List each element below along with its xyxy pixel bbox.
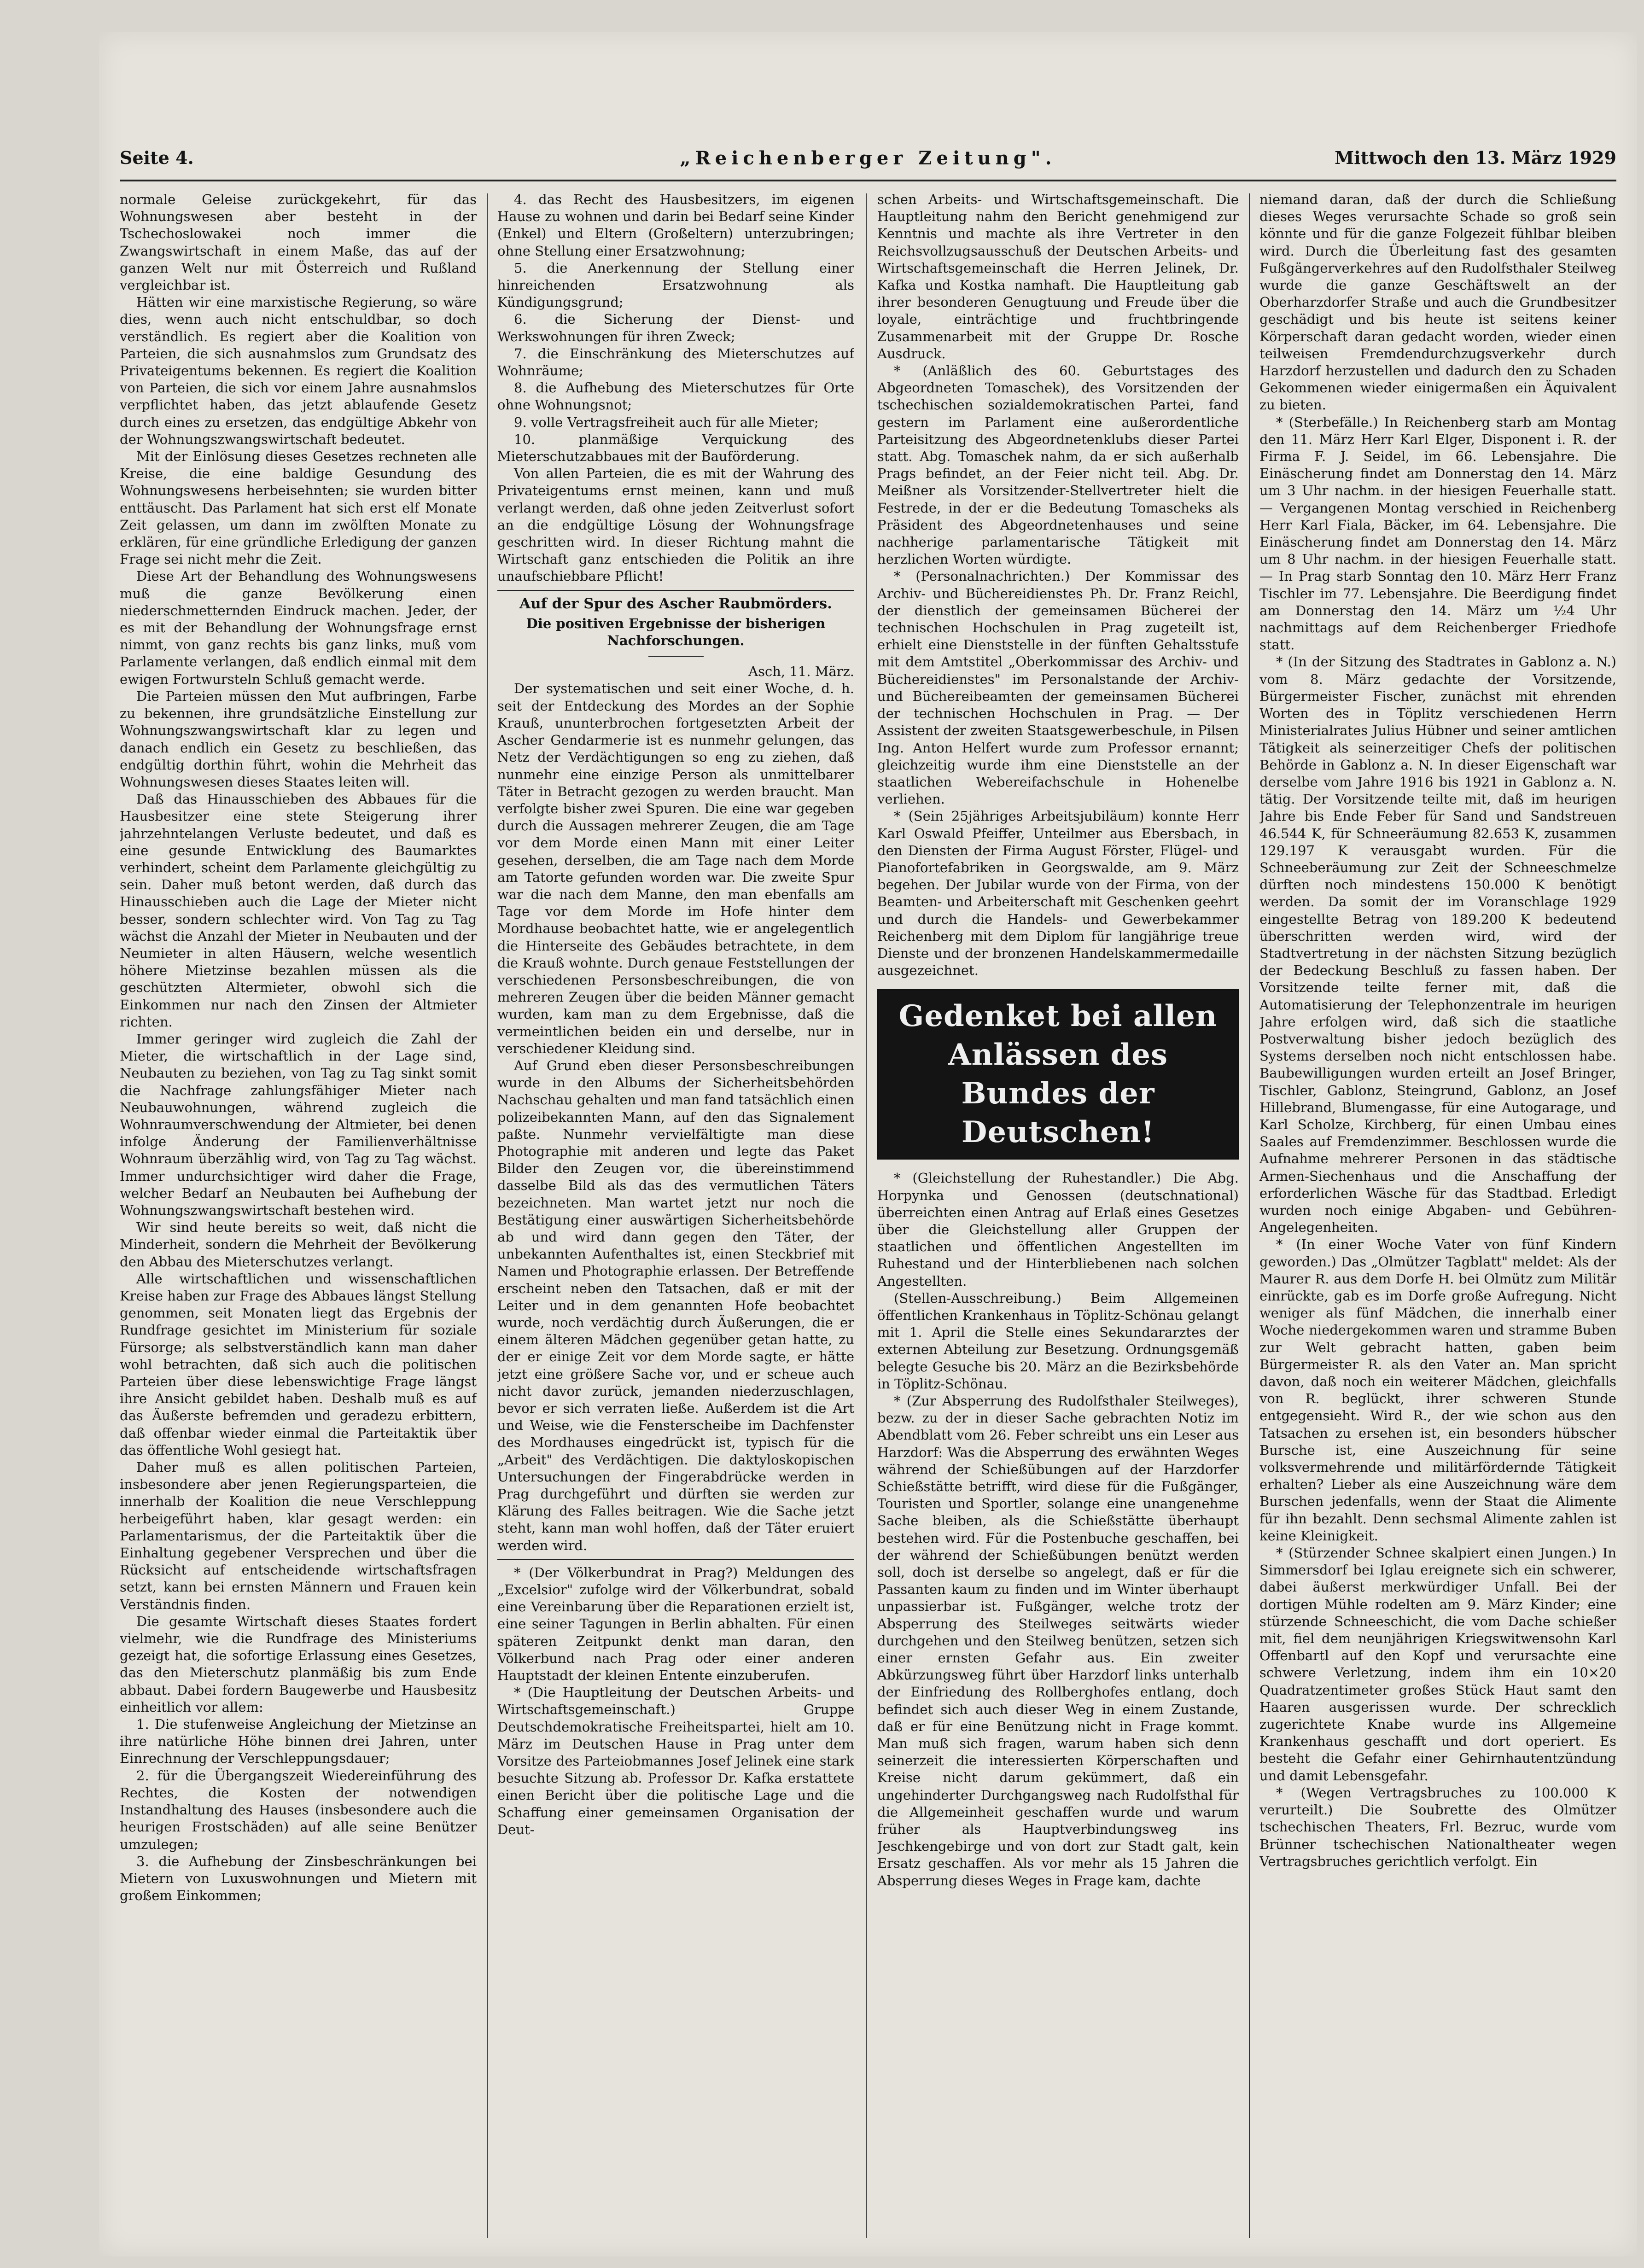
page-number: Seite 4.: [120, 147, 194, 168]
column-divider: [866, 193, 867, 2238]
header-rule: [120, 180, 1616, 184]
article-paragraph: Diese Art der Behandlung des Wohnungswesens muß die ganze Bevölkerung einen niederschmetternden Eindruck machen. Jeder, der es mit der Behandlung der Wohnungsfrage ernst nimmt, von ganz rechts bis ganz links, muß vom Parlamente verlangen, daß endlich einmal mit dem ewigen Fortwursteln Schluß gemacht werde.: [120, 568, 477, 687]
article-paragraph: normale Geleise zurückgekehrt, für das Wohnungswesen aber besteht in der Tschechoslowakei noch immer die Zwangswirtschaft in einem Maße, das auf der ganzen Welt nur mit Österreich und Rußland vergleichbar ist.: [120, 192, 477, 293]
list-item: 3. die Aufhebung der Zinsbeschränkungen bei Mietern von Luxuswohnungen und Mietern mit großem Einkommen;: [120, 1853, 477, 1904]
news-note: schen Arbeits- und Wirtschaftsgemeinschaft. Die Hauptleitung nahm den Bericht genehmigend zur Kenntnis und machte als ihre Vertreter in den Reichsvollzugsausschuß der Deutschen Arbeits- und Wirtschaftsgemeinschaft die Herren Jelinek, Dr. Kafka und Kostka namhaft. Die Hauptleitung gab ihrer besonderen Genugtuung und Freude über die loyale, einträchtige und fruchtbringende Zusammenarbeit mit der Gruppe Dr. Rosche Ausdruck.: [877, 192, 1239, 361]
news-note: * (In der Sitzung des Stadtrates in Gablonz a. N.) vom 8. März gedachte der Vorsitzende, Bürgermeister Fischer, zunächst mit ehrenden Worten des in Töplitz verschiedenen Herrn Ministerialrates Julius Hübner und seiner amtlichen Tätigkeit als seinerzeitiger Chefs der politischen Behörde in Gablonz a. N. In dieser Eigenschaft war derselbe vom Jahre 1916 bis 1921 in Gablonz a. N. tätig. Der Vorsitzende teilte mit, daß im heurigen Jahre bis Ende Feber für Sand und Sandstreuen 46.544 K, für Schneeräumung 82.653 K, zusammen 129.197 K verausgabt wurden. Für die Schneeberäumung zur Zeit der Schneeschmelze dürften noch mindestens 150.000 K benötigt werden. Da somit der im Voranschlage 1929 eingestellte Betrag von 189.200 K bedeutend überschritten werden wird, wird der Stadtvertretung in der nächsten Sitzung bezüglich der Bedeckung Beschluß zu fassen haben. Der Vorsitzende teilte ferner mit, daß die Automatisierung der Telephonzentrale im heurigen Jahre erfolgen wird, daß sich die staatliche Postverwaltung bisher jedoch bezüglich des Systems derselben noch nicht entschlossen habe. Baubewilligungen wurden erteilt an Josef Bringer, Tischler, Gablonz, Steingrund, Gablonz, an Josef Hillebrand, Blumengasse, für eine Autogarage, und Karl Scholze, Kirchberg, für einen Umbau eines Saales auf Fremdenzimmer. Beschlossen wurde die Aufnahme mehrerer Personen in das städtische Armen-Siechenhaus und die Anschaffung der erforderlichen Wäsche für das Stadtbad. Erledigt wurden noch einige Abgaben- und Gebühren-Angelegenheiten.: [1259, 654, 1616, 1236]
section-rule: [497, 590, 854, 591]
news-note: * (Sein 25jähriges Arbeitsjubiläum) konnte Herr Karl Oswald Pfeiffer, Unteilmer aus Ebersbach, in den Diensten der Firma August Förster, Flügel- und Pianofortefabriken in Georgswalde, am 9. März begehen. Der Jubilar wurde von der Firma, von der Beamten- und Arbeiterschaft mit Geschenken geehrt und durch die Handels- und Gewerbekammer Reichenberg mit dem Diplom für langjährige treue Dienste und der bronzenen Handelskammermedaille ausgezeichnet.: [877, 808, 1239, 979]
list-item: 5. die Anerkennung der Stellung einer hinreichenden Ersatzwohnung als Kündigungsgrund;: [497, 260, 854, 310]
article-paragraph: Daher muß es allen politischen Parteien, insbesondere aber jenen Regierungsparteien, die innerhalb der Koalition die neue Verschleppung herbeigeführt haben, klar gesagt werden: ein Parlamentarismus, der die Parteitaktik über die Einhaltung gegebener Versprechen und über die Rücksicht auf entscheidende wirtschaftsfragen setzt, kann bei ernsten Männern und Frauen kein Verständnis finden.: [120, 1459, 477, 1612]
article-paragraph: Immer geringer wird zugleich die Zahl der Mieter, die wirtschaftlich in der Lage sind, Neubauten zu beziehen, von Tag zu Tag sinkt somit die Nachfrage zahlungsfähiger Mieter nach Neubauwohnungen, während zugleich die Wohnraumverschwendung der Altmieter, bei denen infolge Änderung der Familienverhältnisse Wohnraum überzählig wird, von Tag zu Tag wächst. Immer undurchsichtiger wird daher die Frage, welcher Bedarf an Neubauten bei Aufhebung der Wohnungszwangswirtschaft bestehen wird.: [120, 1031, 477, 1218]
list-item: 6. die Sicherung der Dienst- und Werkswohnungen für ihren Zweck;: [497, 311, 854, 344]
column-2: [497, 191, 854, 2245]
news-note: * (Anläßlich des 60. Geburtstages des Abgeordneten Tomaschek), des Vorsitzenden der tschechischen sozialdemokratischen Partei, fand gestern im Parlament eine außerordentliche Parteisitzung des Abgeordnetenklubs dieser Partei statt. Abg. Tomaschek nahm, da er sich außerhalb Prags befindet, an der Feier nicht teil. Abg. Dr. Meißner als Vorsitzender-Stellvertreter hielt die Festrede, in der er die Bedeutung Tomascheks als Präsident des Abgeordnetenhauses und seine nachherige parlamentarische Tätigkeit mit herzlichen Worten würdigte.: [877, 363, 1239, 567]
article-paragraph: Auf Grund eben dieser Personsbeschreibungen wurde in den Albums der Sicherheitsbehörden Nachschau gehalten und man fand tatsächlich einen polizeibekannten Mann, auf den das Signalement paßte. Nunmehr vervielfältigte man diese Photographie mit anderen und legte das Paket Bilder den Zeugen vor, die übereinstimmend dasselbe Bild als das des vermutlichen Täters bezeichneten. Man wartet jetzt nur noch die Bestätigung einer auswärtigen Sicherheitsbehörde ab und wird dann gegen den Täter, der unbekannten Aufenthaltes ist, einen Steckbrief mit Namen und Photographie erlassen. Der Betreffende erscheint neben den Tatsachen, daß er mit der Leiter und in dem genannten Hofe beobachtet wurde, noch verdächtig durch Äußerungen, die er einem älteren Mädchen gegenüber getan hatte, zu der er einige Zeit vor dem Morde sagte, er hätte jetzt eine größere Sache vor, und er scheue auch nicht davor zurück, jemanden niederzuschlagen, bevor er sich verraten ließe. Außerdem ist die Art und Weise, wie die Fensterscheibe im Dachfenster des Mordhauses eingedrückt ist, typisch für die „Arbeit" des Verdächtigen. Die daktyloskopischen Untersuchungen der Fingerabdrücke werden in Prag durchgeführt und dürften sie werden zur Klärung des Falles beitragen. Wie die Sache jetzt steht, kann man wohl hoffen, daß der Täter eruiert werden wird.: [497, 1057, 854, 1553]
list-item: 10. planmäßige Verquickung des Mieterschutzabbaues mit der Bauförderung.: [497, 431, 854, 465]
column-divider: [1249, 193, 1250, 2238]
news-note: * (Wegen Vertragsbruches zu 100.000 K verurteilt.) Die Soubrette des Olmützer tschechischen Theaters, Frl. Bezruc, wurde vom Brünner tschechischen Nationaltheater wegen Vertragsbruches gerichtlich verfolgt. Ein: [1259, 1784, 1616, 1869]
article-headline: Auf der Spur des Ascher Raubmörders.: [519, 595, 832, 612]
article-paragraph: Die Parteien müssen den Mut aufbringen, Farbe zu bekennen, ihre grundsätzliche Einstellung zur Wohnungszwangswirtschaft klar zu legen und danach endlich ein Gesetz zu beschließen, das endgültig dorthin führt, wohin die Mehrheit das Wohnungswesen dieses Staates leiten will.: [120, 688, 477, 790]
news-note: * (Der Völkerbundrat in Prag?) Meldungen des „Excelsior" zufolge wird der Völkerbundrat, sobald eine Vereinbarung über die Reparationen erzielt ist, eine seiner Tagungen in Berlin abhalten. Für einen späteren Zeitpunkt denkt man daran, den Völkerbund nach Prag oder einer anderen Hauptstadt der kleinen Entente einzuberufen.: [497, 1564, 854, 1684]
news-note: * (Sterbefälle.) In Reichenberg starb am Montag den 11. März Herr Karl Elger, Disponent i. R. der Firma F. J. Seidel, im 66. Lebensjahre. Die Einäscherung findet am Donnerstag den 14. März um 3 Uhr nachm. in der hiesigen Feuerhalle statt. — Vergangenen Montag verschied in Reichenberg Herr Karl Fiala, Bäcker, im 64. Lebensjahre. Die Einäscherung findet am Donnerstag den 14. März um 8 Uhr nachm. in der hiesigen Feuerhalle statt. — In Prag starb Sonntag den 10. März Herr Franz Tischler im 77. Lebensjahre. Die Beerdigung findet am Donnerstag den 14. März um ½4 Uhr nachmittags auf dem Reichenberger Friedhofe statt.: [1259, 414, 1616, 653]
list-item: 4. das Recht des Hausbesitzers, im eigenen Hause zu wohnen und darin bei Bedarf seine Kinder (Enkel) und Eltern (Großeltern) unterzubringen; ohne Stellung einer Ersatzwohnung;: [497, 192, 854, 259]
news-note: * (Gleichstellung der Ruhestandler.) Die Abg. Horpynka und Genossen (deutschnational) überreichten einen Antrag auf Erlaß eines Gesetzes über die Gleichstellung aller Gruppen der staatlichen und öffentlichen Angestellten im Ruhestand und der Hinterbliebenen nach solchen Angestellten.: [877, 1170, 1239, 1289]
section-rule: [497, 1559, 854, 1560]
list-item: 7. die Einschränkung des Mieterschutzes auf Wohnräume;: [497, 345, 854, 379]
article-paragraph: Daß das Hinausschieben des Abbaues für die Hausbesitzer eine stete Steigerung ihrer jahrzehntelangen Verluste bedeutet, und daß es eine gesunde Entwicklung des Baumarktes verhindert, scheint dem Parlamente gleichgültig zu sein. Daher muß betont werden, daß durch das Hinausschieben auch die Lage der Mieter nicht besser, sondern schlechter wird. Von Tag zu Tag wächst die Anzahl der Mieter in Neubauten und der Neumieter in alten Häusern, welche wesentlich höhere Mietzinse bezahlen müssen als die geschützten Altermieter, obwohl sich die Einkommen nur nach den Zinsen der Altmieter richten.: [120, 791, 477, 1030]
list-item: 1. Die stufenweise Angleichung der Mietzinse an ihre natürliche Höhe binnen drei Jahren, unter Einrechnung der Verschleppungsdauer;: [120, 1716, 477, 1767]
article-paragraph: Alle wirtschaftlichen und wissenschaftlichen Kreise haben zur Frage des Abbaues längst Stellung genommen, seit Monaten liegt das Ergebnis der Rundfrage gesichtet im Ministerium für soziale Fürsorge; als selbstverständlich kann man daher wohl betrachten, daß sich auch die politischen Parteien über diese lebenswichtige Frage längst ihre Ansicht gebildet haben. Deshalb muß es auf das Äußerste befremden und geradezu erbittern, daß offenbar wieder einmal die Parteitaktik über das öffentliche Wohl gesiegt hat.: [120, 1271, 477, 1458]
issue-date: Mittwoch den 13. März 1929: [1335, 147, 1616, 168]
newspaper-page: [99, 32, 1637, 2256]
list-item: 2. für die Übergangszeit Wiedereinführung des Rechtes, die Kosten der notwendigen Instandhaltung des Hauses (insbesondere auch die heurigen Frostschäden) auf alle seine Benützer umzulegen;: [120, 1767, 477, 1852]
news-note: * (In einer Woche Vater von fünf Kindern geworden.) Das „Olmützer Tagblatt" meldet: Als der Maurer R. aus dem Dorfe H. bei Olmütz zum Militär einrückte, gab es im Dorfe große Aufregung. Nicht weniger als fünf Mädchen, die innerhalb einer Woche niedergekommen waren und stramme Buben zur Welt gebracht hatten, gaben beim Bürgermeister R. als den Vater an. Man spricht davon, daß noch ein weiterer Mädchen, gleichfalls von R. beglückt, ihrer schweren Stunde entgegensieht. Wird R., der wie schon aus den Tatsachen zu ersehen ist, ein besonders hübscher Bursche ist, eine Auszeichnung für seine volksvermehrende und militärfördernde Tätigkeit erhalten? Lieber als eine Auszeichnung wäre dem Burschen jedenfalls, wenn der Staat die Alimente für ihn bezahlt. Denn sechsmal Alimente zahlen ist keine Kleinigkeit.: [1259, 1236, 1616, 1544]
article-paragraph: Der systematischen und seit einer Woche, d. h. seit der Entdeckung des Mordes an der Sophie Krauß, ununterbrochen fortgesetzten Arbeit der Ascher Gendarmerie ist es nunmehr gelungen, das Netz der Verdächtigungen so eng zu ziehen, daß nunmehr eine einzige Person als unmittelbarer Täter in Betracht gezogen zu werden braucht. Man verfolgte bisher zwei Spuren. Die eine war gegeben durch die Aussagen mehrerer Zeugen, die am Tage vor dem Morde einen Mann mit einer Leiter gesehen, derselben, die am Tage nach dem Morde am Tatorte gefunden worden war. Die zweite Spur war die nach dem Manne, den man ebenfalls am Tage vor dem Morde im Hofe hinter dem Mordhause beobachtet hatte, wie er angelegentlich die Hinterseite des Gebäudes betrachtete, in dem die Krauß wohnte. Durch genaue Feststellungen der verschiedenen Personsbeschreibungen, die von mehreren Zeugen über die beiden Männer gemacht wurden, kam man zu dem Ergebnisse, daß die vermeintlichen beiden ein und derselbe, nur in verschiedener Kleidung sind.: [497, 681, 854, 1056]
short-rule: [648, 656, 704, 657]
article-paragraph: Wir sind heute bereits so weit, daß nicht die Minderheit, sondern die Mehrheit der Bevölkerung den Abbau des Mieterschutzes verlangt.: [120, 1219, 477, 1270]
article-subheadline: Die positiven Ergebnisse der bisherigen Nachforschungen.: [526, 615, 826, 649]
article-paragraph: Die gesamte Wirtschaft dieses Staates fordert vielmehr, wie die Rundfrage des Ministeriums gezeigt hat, die sofortige Erlassung eines Gesetzes, das den Mieterschutz planmäßig bis zum Ende abbaut. Dabei fordern Baugewerbe und Hausbesitz einheitlich vor allem:: [120, 1613, 477, 1715]
article-paragraph: Hätten wir eine marxistische Regierung, so wäre dies, wenn auch nicht entschuldbar, so doch verständlich. Es regiert aber die Koalition von Parteien, die sich ausnahmslos zum Grundsatz des Privateigentums bekennen. Es regiert die Koalition von Parteien, die sich vor einem Jahre ausnahmslos verpflichtet haben, das jetzt ablaufende Gesetz durch eines zu ersetzen, das endgültige Abkehr von der Wohnungszwangswirtschaft bedeutet.: [120, 294, 477, 447]
news-note: niemand daran, daß der durch die Schließung dieses Weges verursachte Schade so groß sein könnte und für die ganze Folgezeit fühlbar bleiben wird. Durch die Überleitung fast des gesamten Fußgängerverkehres auf den Rudolfsthaler Steilweg wurde die ganze Geschäftswelt an der Oberharzdorfer Straße und auch die Grundbesitzer geschädigt und bis heute ist seitens keiner Körperschaft daran gedacht worden, wieder einen teilweisen Fremdendurchzugsverkehr durch Harzdorf herzustellen und dadurch den zu Schaden Gekommenen wieder einigermaßen ein Äquivalent zu bieten.: [1259, 192, 1616, 413]
article-paragraph: Von allen Parteien, die es mit der Wahrung des Privateigentums ernst meinen, kann und muß verlangt werden, daß ohne jeden Zeitverlust sofort an die endgültige Lösung der Wohnungsfrage geschritten wird. In dieser Richtung mahnt die Wirtschaft ganz entschieden die Politik an ihre unaufschiebbare Pflicht!: [497, 466, 854, 584]
news-note: * (Die Hauptleitung der Deutschen Arbeits- und Wirtschaftsgemeinschaft.) Gruppe Deutschdemokratische Freiheitspartei, hielt am 10. März im Deutschen Hause in Prag unter dem Vorsitze des Parteiobmannes Josef Jelinek eine stark besuchte Sitzung ab. Professor Dr. Kafka erstattete einen Bericht über die politische Lage und die Schaffung einer gemeinsamen Organisation der Deut-: [497, 1685, 854, 1837]
list-item: 8. die Aufhebung des Mieterschutzes für Orte ohne Wohnungsnot;: [497, 380, 854, 413]
column-3: [877, 191, 1239, 2245]
article-paragraph: Mit der Einlösung dieses Gesetzes rechneten alle Kreise, die eine baldige Gesundung des Wohnungswesens herbeisehnten; sie wurden bitter enttäuscht. Das Parlament hat sich erst elf Monate Zeit gelassen, um dann im zwölften Monate zu erklären, für eine gründliche Erledigung der ganzen Frage sei nicht mehr die Zeit.: [120, 449, 477, 567]
column-4: [1259, 191, 1616, 2245]
advertisement-banner: Gedenket bei allen Anlässen des Bundes der Deutschen!: [877, 989, 1239, 1160]
article-dateline: Asch, 11. März.: [748, 664, 854, 680]
news-note: * (Personalnachrichten.) Der Kommissar des Archiv- und Büchereidienstes Ph. Dr. Franz Reichl, der dienstlich der gemeinsamen Bücherei der technischen Hochschulen in Prag zugeteilt ist, erhielt eine Dienststelle in der fünften Gehaltsstufe mit dem Amtstitel „Oberkommissar des Archiv- und Büchereidienstes" im Personalstande der Archiv- und Büchereibeamten der gemeinsamen Bücherei der technischen Hochschulen in Prag. — Der Assistent der zweiten Staatsgewerbeschule, in Pilsen Ing. Anton Helfert wurde zum Professor ernannt; gleichzeitig wurde ihm eine Dienststelle an der staatlichen Webereifachschule in Hohenelbe verliehen.: [877, 568, 1239, 807]
news-note: * (Stürzender Schnee skalpiert einen Jungen.) In Simmersdorf bei Iglau ereignete sich ein schwerer, dabei äußerst merkwürdiger Unfall. Bei der dortigen Mühle rodelten am 9. März Kinder; eine stürzende Schneeschicht, die vom Dache schießer mit, fiel dem neunjährigen Kriegswitwensohn Karl Offenbartl auf den Kopf und verursachte eine schwere Verletzung, indem ihm ein 10×20 Quadratzentimeter großes Stück Haut samt den Haaren ausgerissen wurde. Der schrecklich zugerichtete Knabe wurde ins Allgemeine Krankenhaus geschafft und dort operiert. Es besteht die Gefahr einer Gehirnhautentzündung und damit Lebensgefahr.: [1259, 1545, 1616, 1784]
page-header: [120, 147, 1616, 180]
news-note: * (Zur Absperrung des Rudolfsthaler Steilweges), bezw. zu der in dieser Sache gebrachten Notiz im Abendblatt vom 26. Feber schreibt uns ein Leser aus Harzdorf: Was die Absperrung des erwähnten Weges während der Schießübungen auf der Harzdorfer Schießstätte betrifft, wird diese für die Fußgänger, Touristen und Sportler, solange eine unangenehme Sache bleiben, als die Schießstätte überhaupt bestehen wird. Für die Postenbuche geschaffen, bei der während der Schießübungen benützt werden soll, doch ist derselbe so angelegt, daß er für die Passanten kaum zu finden und im Winter überhaupt unpassierbar ist. Fußgänger, welche trotz der Absperrung des Steilweges seitwärts wieder durchgehen und den Steilweg benützen, setzen sich einer ernsten Gefahr aus. Ein zweiter Abkürzungsweg führt über Harzdorf links unterhalb der Einfriedung des Rollberghofes entlang, doch befindet sich auch dieser Weg in einem Zustande, daß er für eine Benützung nicht in Frage kommt. Man muß sich fragen, warum haben sich denn seinerzeit die interessierten Körperschaften und Kreise nicht darum gekümmert, daß ein ungehinderter Durchgangsweg nach Rudolfsthal für die Allgemeinheit geschaffen wurde und warum früher als Hauptverbindungsweg ins Jeschkengebirge und von dort zur Stadt galt, kein Ersatz geschaffen. Als vor mehr als 15 Jahren die Absperrung dieses Weges in Frage kam, dachte: [877, 1393, 1239, 1889]
list-item: 9. volle Vertragsfreiheit auch für alle Mieter;: [514, 414, 819, 430]
column-divider: [487, 193, 488, 2238]
news-note: (Stellen-Ausschreibung.) Beim Allgemeinen öffentlichen Krankenhaus in Töplitz-Schönau gelangt mit 1. April die Stelle eines Sekundararztes der externen Abteilung zur Besetzung. Ordnungsgemäß belegte Gesuche bis 20. März an die Bezirksbehörde in Töplitz-Schönau.: [877, 1290, 1239, 1392]
newspaper-title: „Reichenberger Zeitung".: [680, 147, 1056, 169]
column-1: [120, 191, 477, 2245]
